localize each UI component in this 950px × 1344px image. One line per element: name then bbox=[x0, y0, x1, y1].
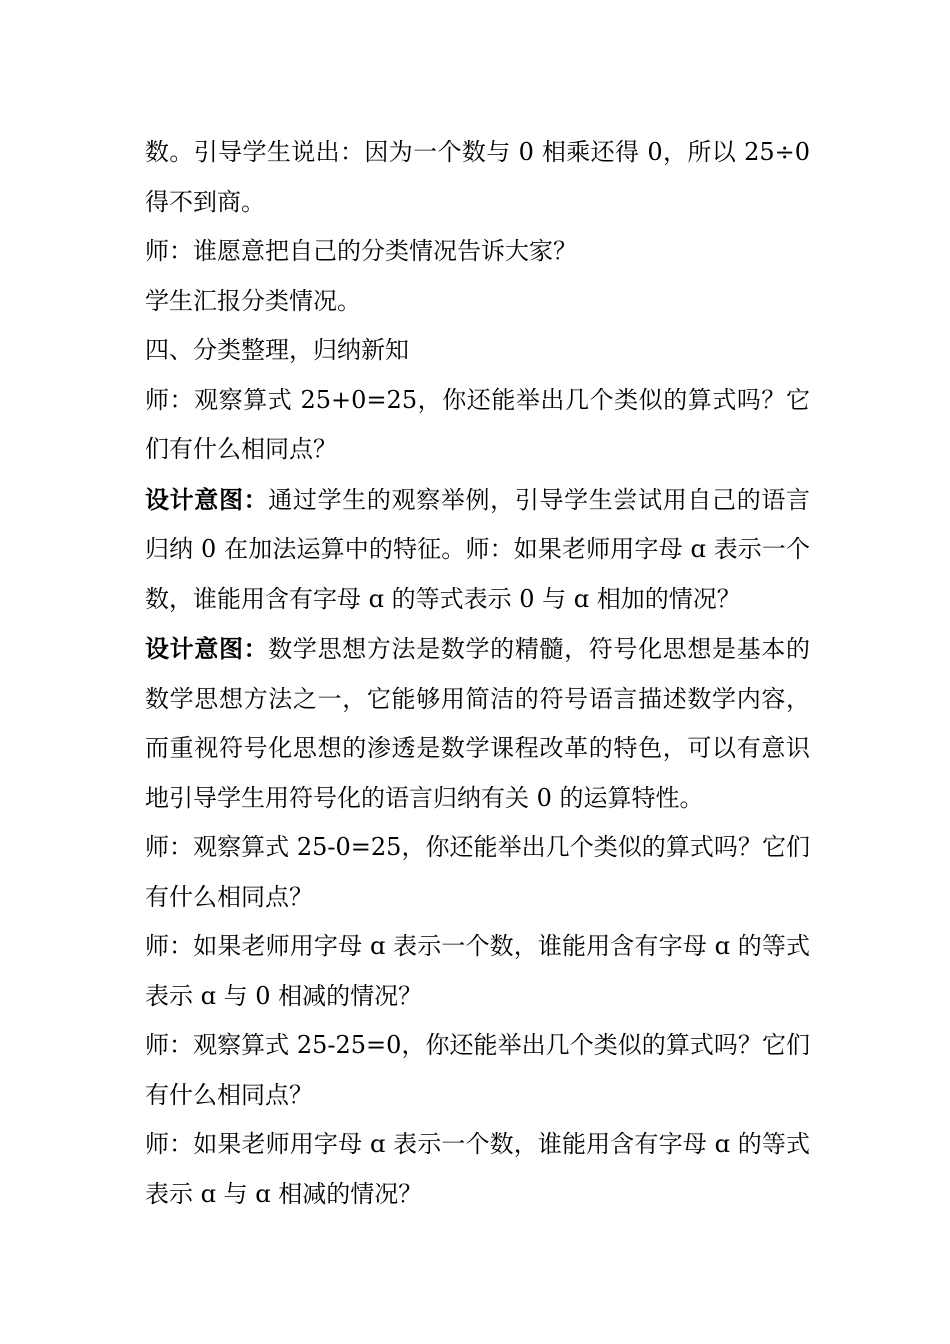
paragraph bbox=[145, 277, 810, 327]
paragraph bbox=[145, 128, 810, 227]
design-intent-paragraph bbox=[145, 624, 810, 823]
design-intent-label: 设计意图： bbox=[145, 634, 269, 663]
paragraph-text: 师：观察算式 25-25=0，你还能举出几个类似的算式吗？它们有什么相同点？ bbox=[145, 1031, 810, 1109]
paragraph bbox=[145, 1120, 810, 1219]
paragraph-text: 通过学生的观察举例，引导学生尝试用自己的语言归纳 0 在加法运算中的特征。师：如果老师用字母 ɑ 表示一个数，谁能用含有字母 ɑ 的等式表示 0 与 ɑ 相加的情况？ bbox=[145, 485, 811, 613]
paragraph-text: 师：观察算式 25-0=25，你还能举出几个类似的算式吗？它们有什么相同点？ bbox=[145, 833, 810, 911]
design-intent-label: 设计意图： bbox=[145, 484, 269, 514]
paragraph-text: 学生汇报分类情况。 bbox=[145, 286, 361, 315]
paragraph-text: 师：如果老师用字母 ɑ 表示一个数，谁能用含有字母 ɑ 的等式表示 ɑ 与 ɑ 相减的情况？ bbox=[145, 1130, 810, 1208]
section-heading bbox=[145, 326, 810, 376]
document-body bbox=[145, 128, 810, 1219]
paragraph-text: 师：谁愿意把自己的分类情况告诉大家？ bbox=[145, 237, 577, 265]
design-intent-paragraph bbox=[145, 475, 810, 625]
paragraph-text: 师：如果老师用字母 ɑ 表示一个数，谁能用含有字母 ɑ 的等式表示 ɑ 与 0 相减的情况？ bbox=[145, 932, 810, 1010]
paragraph bbox=[145, 922, 810, 1021]
paragraph bbox=[145, 227, 810, 277]
paragraph bbox=[145, 823, 810, 922]
paragraph bbox=[145, 376, 810, 475]
paragraph-text: 师：观察算式 25+0=25，你还能举出几个类似的算式吗？它们有什么相同点？ bbox=[145, 385, 810, 463]
paragraph bbox=[145, 1021, 810, 1120]
paragraph-text: 数。引导学生说出：因为一个数与 0 相乘还得 0，所以 25÷0 得不到商。 bbox=[145, 138, 810, 216]
paragraph-text: 四、分类整理，归纳新知 bbox=[145, 336, 409, 364]
paragraph-text: 数学思想方法是数学的精髓，符号化思想是基本的数学思想方法之一，它能够用简洁的符号语言描述数学内容，而重视符号化思想的渗透是数学课程改革的特色，可以有意识地引导学生用符号化的语言归纳有关 0 的运算特性。 bbox=[145, 635, 811, 812]
